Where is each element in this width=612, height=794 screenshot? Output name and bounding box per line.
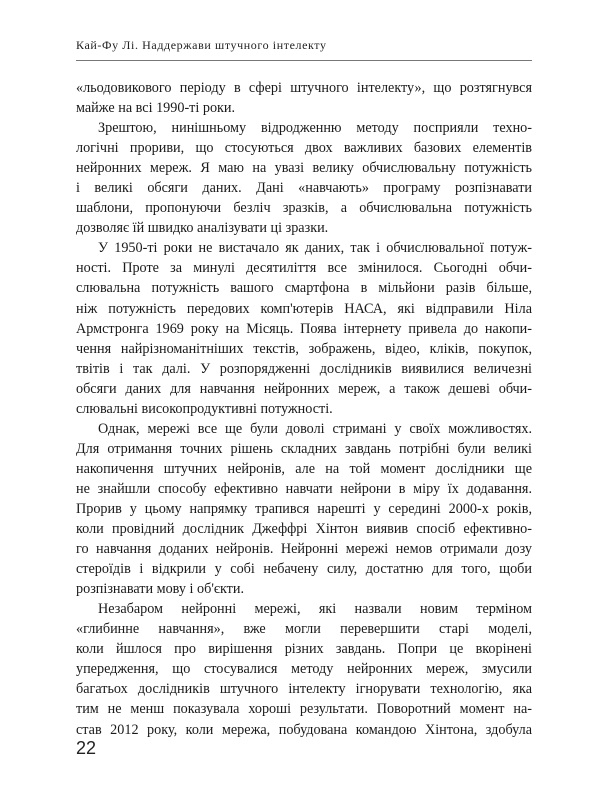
running-header: Кай-Фу Лі. Наддержави штучного інтелекту — [76, 38, 327, 52]
text-line: став 2012 року, коли мережа, побудована командою Хінтона, здобула — [76, 721, 532, 738]
text-line: обсяги даних для навчання нейронних мереж, а також дешеві обчи- — [76, 380, 532, 397]
text-line: стероїдів і відкрили у собі небачену силу, достатню для того, щоби — [76, 561, 532, 578]
text-line: коли провідний дослідник Джеффрі Хінтон виявив спосіб ефективно- — [76, 521, 532, 538]
text-line: ності. Проте за минулі десятиліття все змінилося. Сьогодні обчи- — [76, 260, 532, 277]
body-text — [76, 78, 532, 740]
text-line: дозволяє їй швидко аналізувати ці зразки. — [76, 220, 329, 237]
text-line: «глибинне навчання», вже могли перевершити старі моделі, — [76, 621, 532, 638]
text-line: «льодовикового періоду в сфері штучного інтелекту», що розтягнувся — [76, 80, 532, 96]
text-line: коли йшлося про вирішення різних завдань. Попри це вкорінені — [76, 641, 532, 658]
text-line: У 1950-ті роки не вистачало як даних, так і обчислювальної потуж- — [98, 240, 532, 257]
text-line: упередження, що стосувалися методу нейронних мереж, змусили — [76, 661, 532, 678]
paragraph — [76, 238, 532, 418]
paragraph — [76, 78, 532, 118]
text-line: Для отримання точних рішень складних завдань потрібні були великі — [76, 440, 532, 457]
paragraph — [76, 419, 532, 599]
text-line: логічні прориви, що стосуються двох важливих базових елементів — [76, 140, 532, 157]
text-line: майже на всі 1990-ті роки. — [76, 100, 236, 117]
text-line: слювальні високопродуктивні потужності. — [76, 400, 333, 417]
header-divider — [76, 60, 532, 61]
paragraph — [76, 118, 532, 238]
text-line: чення найрізноманітніших текстів, зображень, відео, кліків, покупок, — [76, 340, 532, 357]
text-line: слювальна потужність вашого смартфона в мільйони разів більше, — [76, 280, 532, 297]
paragraph — [76, 599, 532, 739]
text-line: Прорив у цьому напрямку трапився нарешті у середині 2000-х років, — [76, 500, 532, 517]
text-line: нейронних мереж. Я маю на увазі велику обчислювальну потужність — [76, 160, 532, 177]
text-line: шаблони, пропонуючи безліч зразків, а обчислювальна потужність — [76, 200, 532, 217]
text-line: тим не менш показувала хороші результати. Поворотний момент на- — [76, 701, 532, 718]
text-line: Незабаром нейронні мережі, які назвали новим терміном — [98, 601, 532, 618]
text-line: Зрештою, нинішньому відродженню методу посприяли техно- — [98, 120, 532, 137]
text-line: не знайшли способу ефективно навчати нейрони в міру їх додавання. — [76, 480, 532, 497]
text-line: Однак, мережі все ще були доволі стримані у своїх можливостях. — [98, 420, 532, 437]
page-number: 22 — [76, 738, 97, 758]
text-line: і великі обсяги даних. Дані «навчають» програму розпізнавати — [76, 180, 532, 197]
text-line: твітів і так далі. У розпорядженні дослідників виявилися величезні — [76, 360, 532, 377]
text-line: накопичення штучних нейронів, але на той момент дослідники ще — [76, 460, 532, 477]
text-line: Армстронга 1969 року на Місяць. Поява інтернету привела до накопи- — [76, 320, 532, 337]
text-line: багатьох дослідників штучного інтелекту ігнорувати технологію, яка — [76, 681, 532, 698]
text-line: го навчання доданих нейронів. Нейронні мережі немов отримали дозу — [76, 541, 532, 558]
text-line: розпізнавати мову і об'єкти. — [76, 581, 245, 598]
text-line: ніж потужність передових комп'ютерів НАСА, які відправили Ніла — [76, 300, 532, 317]
